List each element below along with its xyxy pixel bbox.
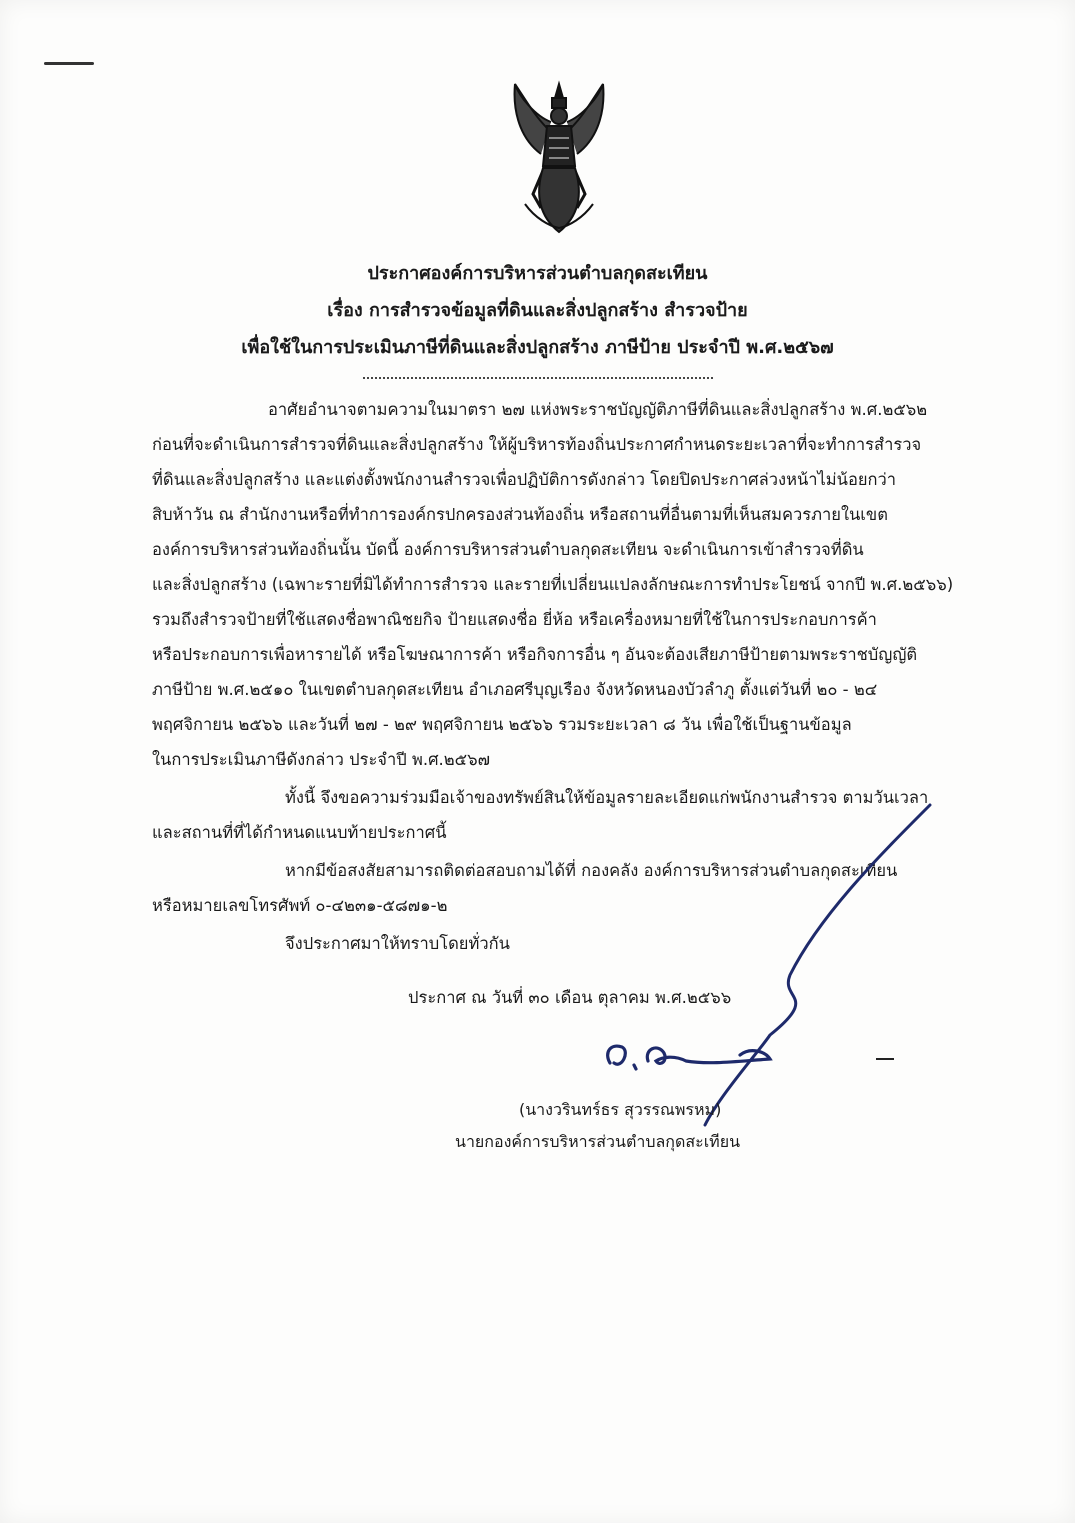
- signer-position: นายกองค์การบริหารส่วนตำบลกุดสะเทียน: [455, 1132, 741, 1151]
- announcement-purpose: เพื่อใช้ในการประเมินภาษีที่ดินและสิ่งปลูกสร้าง ภาษีป้าย ประจำปี พ.ศ.๒๕๖๗: [241, 337, 834, 358]
- garuda-emblem-icon: [505, 76, 613, 236]
- paragraph-1-line: รวมถึงสำรวจป้ายที่ใช้แสดงชื่อพาณิชยกิจ ป้ายแสดงชื่อ ยี่ห้อ หรือเครื่องหมายที่ใช้ในการประกอบการค้า: [152, 610, 877, 629]
- paragraph-1-line: องค์การบริหารส่วนท้องถิ่นนั้น บัดนี้ องค์การบริหารส่วนตำบลกุดสะเทียน จะดำเนินการเข้าสำรวจที่ดิน: [152, 540, 864, 559]
- paragraph-1-line: และสิ่งปลูกสร้าง (เฉพาะรายที่มิได้ทำการสำรวจ และรายที่เปลี่ยนแปลงลักษณะการทำประโยชน์ จากปี พ.ศ.๒๕๖๖): [152, 575, 954, 594]
- paragraph-1-line: สิบห้าวัน ณ สำนักงานหรือที่ทำการองค์กรปกครองส่วนท้องถิ่น หรือสถานที่อื่นตามที่เห็นสมควรภายในเขต: [152, 505, 888, 524]
- paragraph-3-line: หรือหมายเลขโทรศัพท์ ๐-๔๒๓๑-๕๘๗๑-๒: [152, 896, 448, 915]
- signature-dash: [876, 1058, 894, 1060]
- paragraph-1-line: พฤศจิกายน ๒๕๖๖ และวันที่ ๒๗ - ๒๙ พฤศจิกายน ๒๕๖๖ รวมระยะเวลา ๘ วัน เพื่อใช้เป็นฐานข้อมูล: [152, 715, 852, 734]
- paragraph-1-line: ในการประเมินภาษีดังกล่าว ประจำปี พ.ศ.๒๕๖๗: [152, 750, 491, 769]
- signature-stroke: [700, 795, 1000, 1135]
- announcement-subject: เรื่อง การสำรวจข้อมูลที่ดินและสิ่งปลูกสร้าง สำรวจป้าย: [327, 300, 748, 321]
- divider: [363, 375, 713, 379]
- handwritten-signature: [600, 1025, 780, 1080]
- paragraph-1-line: อาศัยอำนาจตามความในมาตรา ๒๗ แห่งพระราชบัญญัติภาษีที่ดินและสิ่งปลูกสร้าง พ.ศ.๒๕๖๒: [268, 400, 928, 419]
- paragraph-2-line: ทั้งนี้ จึงขอความร่วมมือเจ้าของทรัพย์สินให้ข้อมูลรายละเอียดแก่พนักงานสำรวจ ตามวันเวลา: [285, 788, 929, 807]
- paragraph-1-line: ที่ดินและสิ่งปลูกสร้าง และแต่งตั้งพนักงานสำรวจเพื่อปฏิบัติการดังกล่าว โดยปิดประกาศล่วงหน้าไม่น้อยกว่า: [152, 470, 897, 489]
- paragraph-1-line: ก่อนที่จะดำเนินการสำรวจที่ดินและสิ่งปลูกสร้าง ให้ผู้บริหารท้องถิ่นประกาศกำหนดระยะเวลาที่จะทำการสำรวจ: [152, 435, 922, 454]
- signer-name: (นางวรินทร์ธร สุวรรณพรหม): [519, 1100, 722, 1119]
- paragraph-2-line: และสถานที่ที่ได้กำหนดแนบท้ายประกาศนี้: [152, 823, 447, 842]
- announcement-title: ประกาศองค์การบริหารส่วนตำบลกุดสะเทียน: [367, 263, 708, 284]
- paragraph-1-line: ภาษีป้าย พ.ศ.๒๕๑๐ ในเขตตำบลกุดสะเทียน อำเภอศรีบุญเรือง จังหวัดหนองบัวลำภู ตั้งแต่วันที่ ๒๐ - ๒๔: [152, 680, 878, 699]
- closing-statement: จึงประกาศมาให้ทราบโดยทั่วกัน: [285, 934, 510, 953]
- corner-mark: [44, 62, 94, 65]
- paragraph-1-line: หรือประกอบการเพื่อหารายได้ หรือโฆษณาการค้า หรือกิจการอื่น ๆ อันจะต้องเสียภาษีป้ายตามพระราชบัญญัติ: [152, 645, 918, 664]
- announcement-date: ประกาศ ณ วันที่ ๓๐ เดือน ตุลาคม พ.ศ.๒๕๖๖: [408, 988, 732, 1007]
- paragraph-3-line: หากมีข้อสงสัยสามารถติดต่อสอบถามได้ที่ กองคลัง องค์การบริหารส่วนตำบลกุดสะเทียน: [285, 861, 898, 880]
